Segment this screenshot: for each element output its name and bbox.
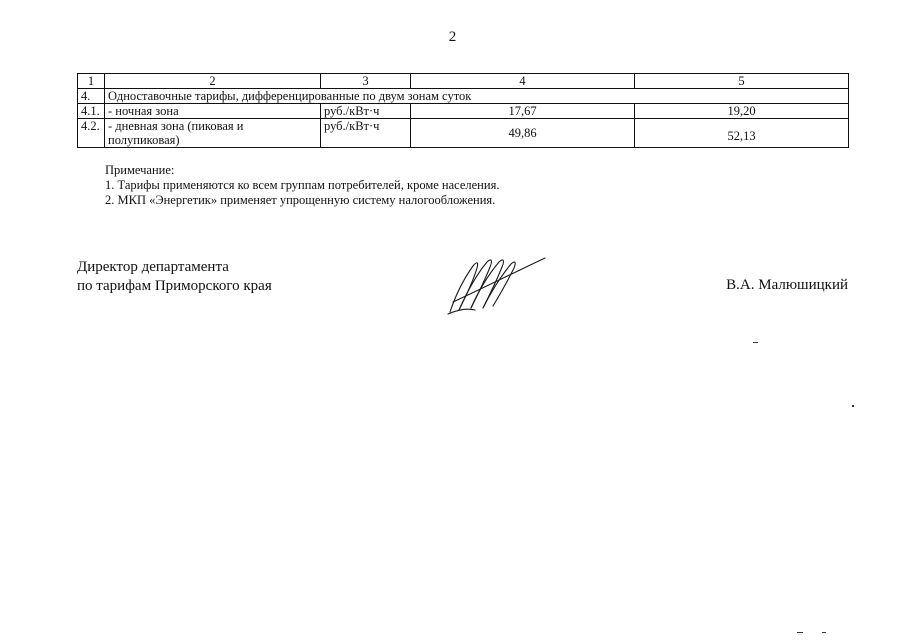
row-value-col5: 19,20 xyxy=(635,104,849,119)
table-header-row xyxy=(78,74,849,89)
tariff-table xyxy=(77,73,849,148)
scan-speck xyxy=(822,632,826,633)
row-unit: руб./кВт·ч xyxy=(321,119,411,148)
column-header: 4 xyxy=(411,74,635,89)
row-name: - дневная зона (пиковая и полупиковая) xyxy=(105,119,321,148)
signatory-name: В.А. Малюшицкий xyxy=(726,277,848,293)
note-item: 2. МКП «Энергетик» применяет упрощенную систему налогообложения. xyxy=(105,193,496,207)
position-line: Директор департамента xyxy=(77,259,229,275)
row-number: 4.1. xyxy=(78,104,105,119)
table-section-row xyxy=(78,89,849,104)
row-unit: руб./кВт·ч xyxy=(321,104,411,119)
note-item: 1. Тарифы применяются ко всем группам потребителей, кроме населения. xyxy=(105,178,500,192)
row-name: - ночная зона xyxy=(105,104,321,119)
signatory-position xyxy=(77,258,272,296)
scan-speck xyxy=(753,342,758,343)
table-row xyxy=(78,104,849,119)
notes-title: Примечание: xyxy=(105,163,175,177)
row-value-col5: 52,13 xyxy=(635,119,849,148)
section-number: 4. xyxy=(78,89,105,104)
section-title: Одноставочные тарифы, дифференцированные по двум зонам суток xyxy=(105,89,849,104)
table-row xyxy=(78,119,849,148)
row-value-col4: 49,86 xyxy=(411,119,635,148)
notes-block xyxy=(105,163,499,208)
column-header: 1 xyxy=(78,74,105,89)
position-line: по тарифам Приморского края xyxy=(77,278,272,294)
row-value-col4: 17,67 xyxy=(411,104,635,119)
column-header: 3 xyxy=(321,74,411,89)
row-number: 4.2. xyxy=(78,119,105,148)
page-number: 2 xyxy=(448,29,457,45)
column-header: 5 xyxy=(635,74,849,89)
scan-speck xyxy=(797,632,803,633)
scan-speck xyxy=(852,405,854,407)
column-header: 2 xyxy=(105,74,321,89)
handwritten-signature xyxy=(445,252,550,318)
